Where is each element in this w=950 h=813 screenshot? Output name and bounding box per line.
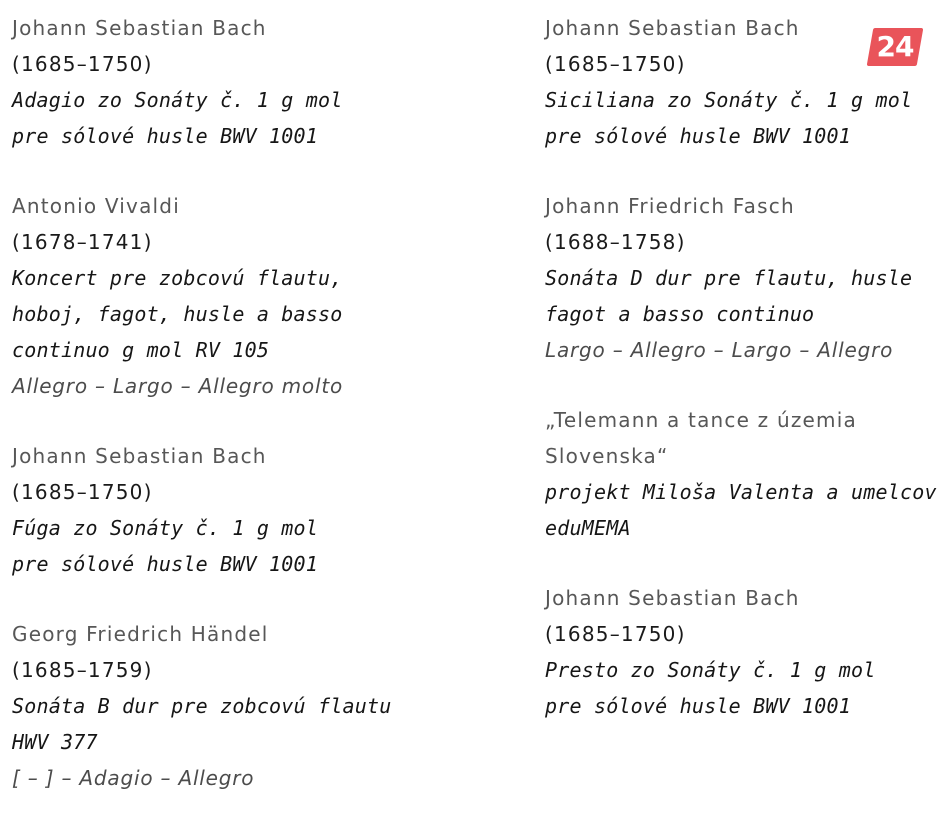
program-entry <box>545 188 950 368</box>
work-title-line: projekt Miloša Valenta a umelcov <box>545 480 937 504</box>
composer-years: (1678–1741) <box>12 230 153 254</box>
work-title-line: Siciliana zo Sonáty č. 1 g mol <box>545 88 913 112</box>
logo-badge-text: 24 <box>876 30 914 63</box>
composer-years: (1688–1758) <box>545 230 686 254</box>
program-entry <box>12 438 462 582</box>
work-title-line: Presto zo Sonáty č. 1 g mol <box>545 658 876 682</box>
composer-years: (1685–1750) <box>545 622 686 646</box>
project-title-line: Slovenska“ <box>545 444 669 468</box>
work-title-line: pre sólové husle BWV 1001 <box>545 694 852 718</box>
program-entry <box>545 402 950 546</box>
program-entry <box>545 580 950 724</box>
work-title-line: pre sólové husle BWV 1001 <box>12 124 319 148</box>
work-title-line: HWV 377 <box>12 730 98 754</box>
work-title-line: fagot a basso continuo <box>545 302 815 326</box>
composer-name: Johann Friedrich Fasch <box>545 194 795 218</box>
program-column-left <box>12 10 462 813</box>
work-movements: [ – ] – Adagio – Allegro <box>12 766 255 790</box>
program-column-right <box>545 10 950 758</box>
composer-years: (1685–1750) <box>12 52 153 76</box>
work-movements: Allegro – Largo – Allegro molto <box>12 374 344 398</box>
work-title-line: pre sólové husle BWV 1001 <box>545 124 852 148</box>
composer-years: (1685–1750) <box>545 52 686 76</box>
work-title-line: continuo g mol RV 105 <box>12 338 270 362</box>
composer-name: Antonio Vivaldi <box>12 194 180 218</box>
work-title-line: hoboj, fagot, husle a basso <box>12 302 343 326</box>
composer-years: (1685–1759) <box>12 658 153 682</box>
work-title-line: Sonáta D dur pre flautu, husle <box>545 266 913 290</box>
work-title-line: Koncert pre zobcovú flautu, <box>12 266 343 290</box>
work-movements: Largo – Allegro – Largo – Allegro <box>545 338 894 362</box>
program-entry <box>12 188 462 404</box>
work-title-line: pre sólové husle BWV 1001 <box>12 552 319 576</box>
work-title-line: eduMEMA <box>545 516 631 540</box>
work-title-line: Adagio zo Sonáty č. 1 g mol <box>12 88 343 112</box>
composer-name: Georg Friedrich Händel <box>12 622 269 646</box>
logo-badge <box>867 28 924 66</box>
composer-name: Johann Sebastian Bach <box>545 16 800 40</box>
work-title-line: Sonáta B dur pre zobcovú flautu <box>12 694 392 718</box>
composer-name: Johann Sebastian Bach <box>12 444 267 468</box>
composer-name: Johann Sebastian Bach <box>545 586 800 610</box>
composer-years: (1685–1750) <box>12 480 153 504</box>
program-entry <box>12 616 462 796</box>
composer-name: Johann Sebastian Bach <box>12 16 267 40</box>
work-title-line: Fúga zo Sonáty č. 1 g mol <box>12 516 319 540</box>
program-entry <box>12 10 462 154</box>
project-title-line: „Telemann a tance z územia <box>545 408 857 432</box>
